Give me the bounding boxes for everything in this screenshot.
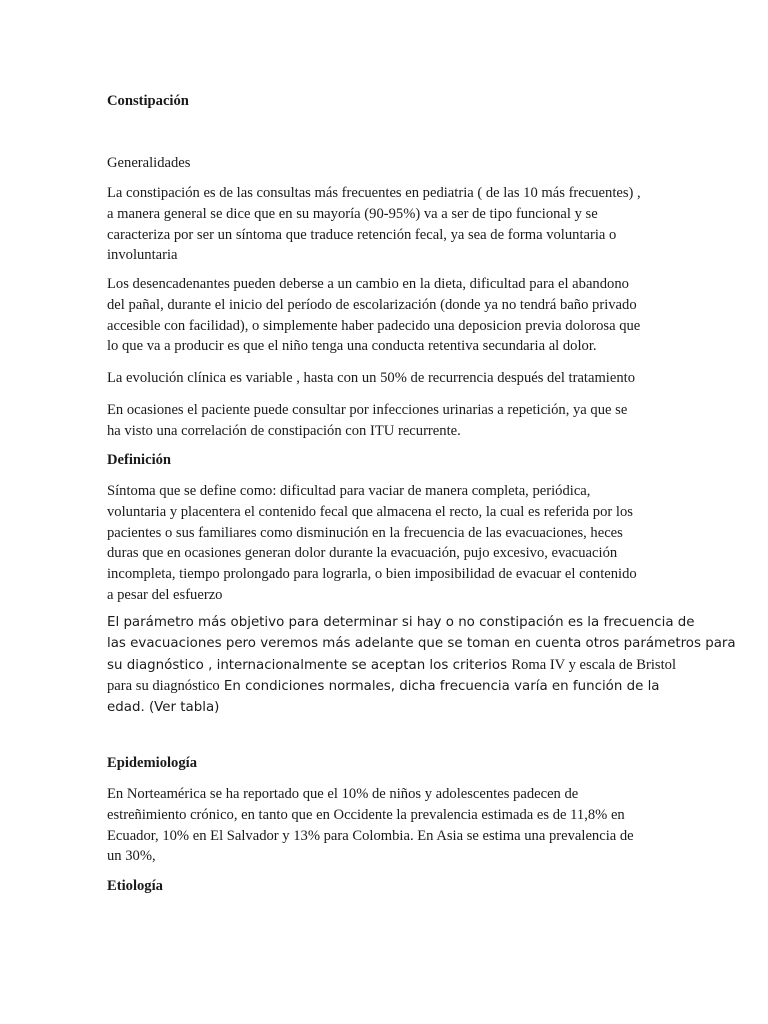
- text-line: estreñimiento crónico, en tanto que en Occidente la prevalencia estimada es de 11,8% en: [107, 806, 625, 823]
- text-line: involuntaria: [107, 247, 178, 264]
- text-line: En ocasiones el paciente puede consultar por infecciones urinarias a repetición, ya que se: [107, 402, 628, 418]
- paragraph-definicion-1: [107, 481, 667, 606]
- section-heading-etiologia: Etiología: [107, 878, 163, 894]
- paragraph-generalidades-2: [107, 274, 667, 357]
- text-line: Síntoma que se define como: dificultad para vaciar de manera completa, periódica,: [107, 483, 591, 499]
- text-segment: su diagnóstico , internacionalmente se aceptan los criterios: [107, 657, 512, 673]
- section-heading-generalidades: Generalidades: [107, 155, 191, 171]
- text-line: edad. (Ver tabla): [107, 700, 220, 716]
- text-line: lo que va a producir es que el niño tenga una conducta retentiva secundaria al dolor.: [107, 338, 597, 355]
- section-heading-definicion: Definición: [107, 452, 172, 468]
- text-line: accesible con facilidad), o simplemente haber padecido una deposicion previa dolorosa que: [107, 317, 641, 334]
- paragraph-definicion-2: [107, 613, 736, 719]
- text-line: duras que en ocasiones generan dolor durante la evacuación, pujo excesivo, evacuación: [107, 545, 618, 562]
- text-line: incompleta, tiempo prolongado para lograrla, o bien imposibilidad de evacuar el contenido: [107, 566, 637, 583]
- text-line: las evacuaciones pero veremos más adelante que se toman en cuenta otros parámetros para: [107, 635, 736, 651]
- paragraph-generalidades-3: [107, 368, 667, 389]
- text-line: El parámetro más objetivo para determinar si hay o no constipación es la frecuencia de: [107, 615, 695, 630]
- text-line: del pañal, durante el inicio del período de escolarización (donde ya no tendrá baño privado: [107, 296, 637, 313]
- paragraph-generalidades-1: [107, 183, 667, 266]
- text-line: La constipación es de las consultas más frecuentes en pediatria ( de las 10 más frecuentes) ,: [107, 185, 641, 201]
- text-line: voluntaria y placentera el contenido fecal que almacena el recto, la cual es referida por los: [107, 503, 633, 520]
- text-line: Los desencadenantes pueden deberse a un cambio en la dieta, dificultad para el abandono: [107, 276, 629, 292]
- text-segment: En condiciones normales, dicha frecuencia varía en función de la: [219, 679, 660, 695]
- section-heading-epidemiologia: Epidemiología: [107, 755, 198, 771]
- text-line: La evolución clínica es variable , hasta con un 50% de recurrencia después del tratamiento: [107, 370, 635, 386]
- text-line: a pesar del esfuerzo: [107, 586, 223, 603]
- document-title: Constipación: [107, 93, 189, 109]
- text-line: [107, 655, 676, 677]
- text-segment: para su diagnóstico: [107, 678, 220, 695]
- text-line: En Norteamérica se ha reportado que el 10% de niños y adolescentes padecen de: [107, 786, 579, 802]
- text-line: caracteriza por ser un síntoma que traduce retención fecal, ya sea de forma voluntaria o: [107, 226, 617, 243]
- text-line: Ecuador, 10% en El Salvador y 13% para Colombia. En Asia se estima una prevalencia de: [107, 827, 634, 844]
- text-line: un 30%,: [107, 848, 156, 865]
- text-segment: Roma IV y escala de Bristol: [511, 656, 676, 673]
- text-line: [107, 676, 667, 698]
- paragraph-epidemiologia-1: [107, 784, 667, 867]
- text-line: a manera general se dice que en su mayoría (90-95%) va a ser de tipo funcional y se: [107, 205, 598, 222]
- text-line: ha visto una correlación de constipación con ITU recurrente.: [107, 422, 461, 439]
- text-line: pacientes o sus familiares como disminución en la frecuencia de las evacuaciones, heces: [107, 524, 623, 541]
- paragraph-generalidades-4: [107, 400, 667, 442]
